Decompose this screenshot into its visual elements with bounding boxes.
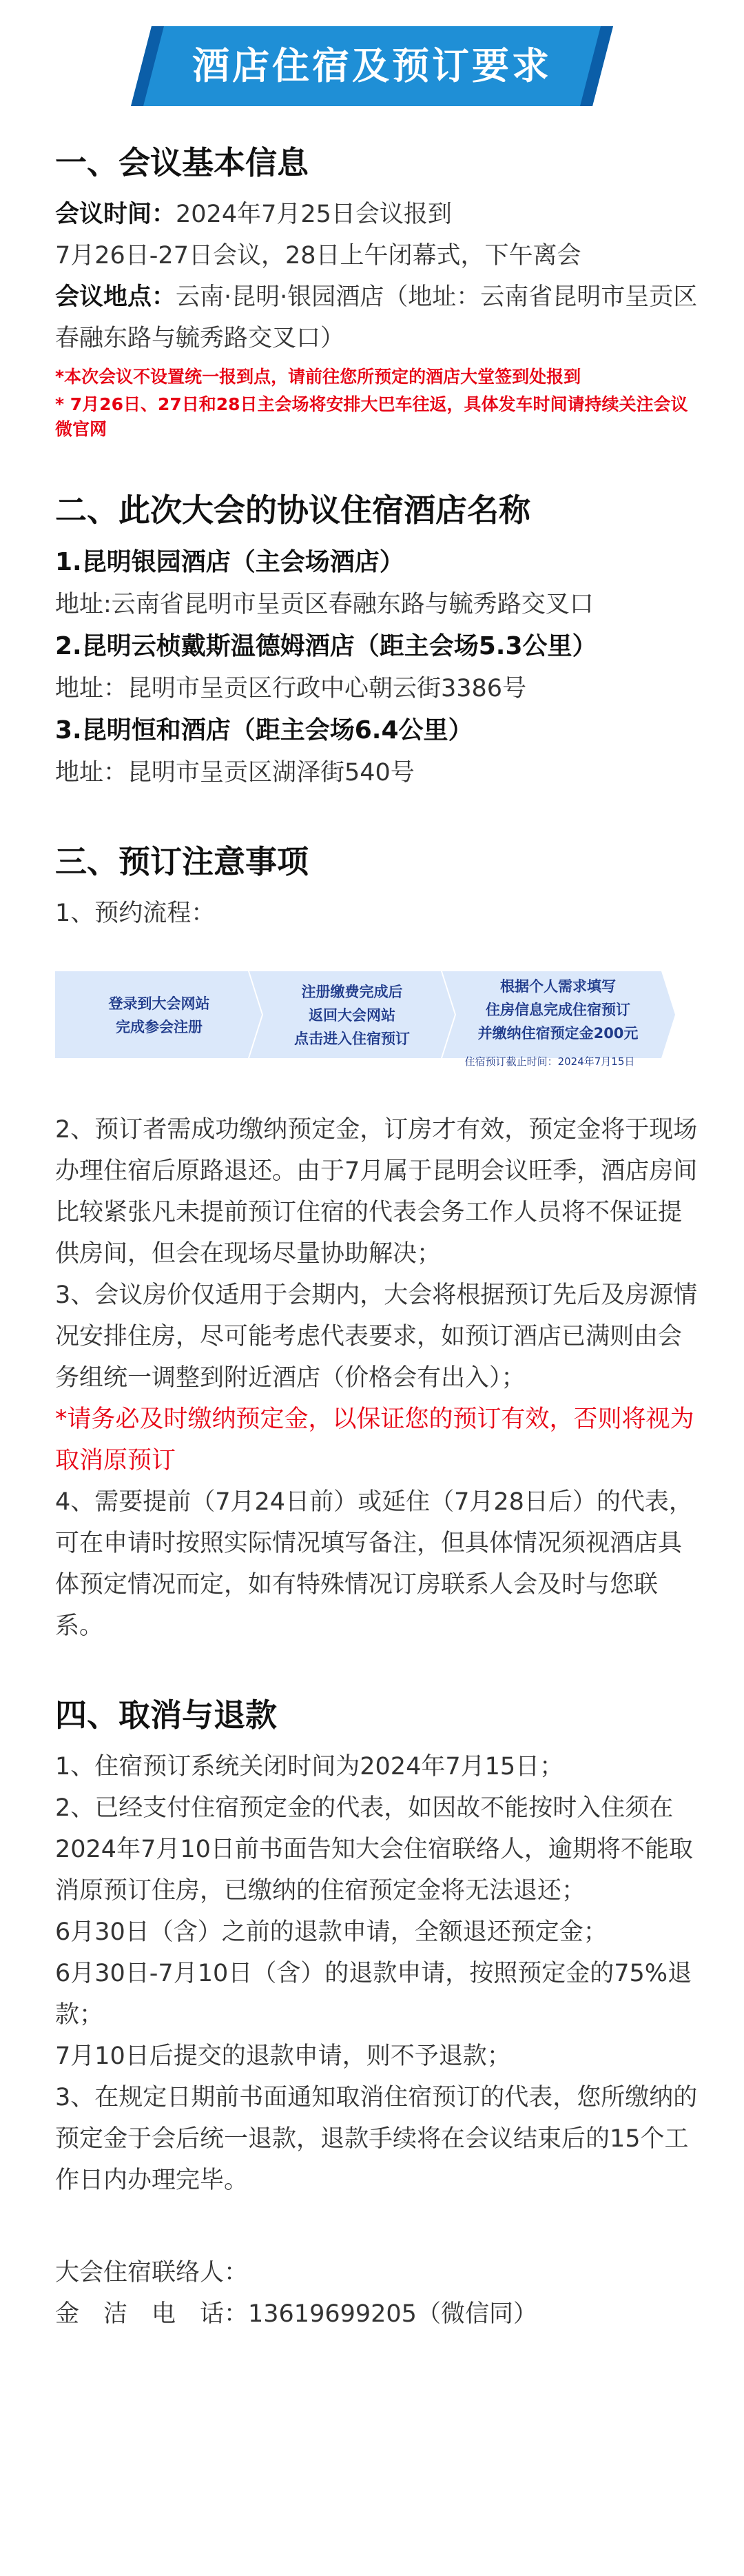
meeting-time xyxy=(55,194,703,235)
flow-step-line: 完成参会注册 xyxy=(116,1019,203,1035)
meeting-venue xyxy=(55,276,703,359)
refund-paragraph: 6月30日（含）之前的退款申请，全额退还预定金； xyxy=(55,1918,608,1946)
meeting-time-label: 会议时间： xyxy=(55,201,176,228)
refund-paragraph: 6月30日-7月10日（含）的退款申请，按照预定金的75%退款； xyxy=(55,1960,692,2029)
booking-flow-label: 1、预约流程： xyxy=(55,900,216,927)
hotel-name: 3.昆明恒和酒店（距主会场6.4公里） xyxy=(55,716,473,744)
flow-step-line: 根据个人需求填写 xyxy=(500,978,616,995)
section-heading-hotels: 二、此次大会的协议住宿酒店名称 xyxy=(55,491,530,529)
notice-checkin: *本次会议不设置统一报到点，请前往您所预定的酒店大堂签到处报到 xyxy=(55,367,581,387)
refund-paragraph: 3、在规定日期前书面通知取消住宿预订的代表，您所缴纳的预定金于会后统一退款，退款手续将在会议结束后的15个工作日内办理完毕。 xyxy=(55,2084,698,2194)
flow-step-line: 并缴纳住宿预定金200元 xyxy=(477,1025,639,1042)
section-heading-basic-info: 一、会议基本信息 xyxy=(55,144,309,181)
booking-deadline-note: 住宿预订截止时间：2024年7月15日 xyxy=(464,1055,635,1068)
hotel-address: 地址：昆明市呈贡区行政中心朝云街3386号 xyxy=(55,675,527,702)
flow-step-line: 登录到大会网站 xyxy=(108,995,210,1012)
early-late-stay-paragraph: 4、需要提前（7月24日前）或延住（7月28日后）的代表，可在申请时按照实际情况填写备注，但具体情况须视酒店具体预定情况而定，如有特殊情况订房联系人会及时与您联系。 xyxy=(55,1488,693,1640)
deposit-warning: *请务必及时缴纳预定金，以保证您的预订有效，否则将视为取消原预订 xyxy=(55,1406,694,1474)
section-heading-booking-notes: 三、预订注意事项 xyxy=(55,843,309,880)
hotel-name: 2.昆明云桢戴斯温德姆酒店（距主会场5.3公里） xyxy=(55,632,597,660)
main-content xyxy=(55,141,703,2335)
flow-step-line: 点击进入住宿预订 xyxy=(294,1031,410,1047)
flow-step-register xyxy=(69,973,249,1058)
hotel-address: 地址：昆明市呈贡区湖泽街540号 xyxy=(55,759,415,787)
section-heading-refund: 四、取消与退款 xyxy=(55,1696,277,1734)
meeting-venue-label: 会议地点： xyxy=(55,283,176,311)
page-title: 酒店住宿及预订要求 xyxy=(192,44,552,88)
hotel-address: 地址:云南省昆明市呈贡区春融东路与毓秀路交叉口 xyxy=(55,591,594,618)
refund-paragraph: 7月10日后提交的退款申请，则不予退款； xyxy=(55,2042,511,2070)
refund-paragraph: 1、住宿预订系统关闭时间为2024年7月15日； xyxy=(55,1753,564,1781)
contact-phone: 金 洁 电 话：13619699205（微信同） xyxy=(55,2300,537,2328)
flow-step-pay-deposit xyxy=(455,967,661,1053)
booking-flow-diagram xyxy=(55,951,703,1088)
refund-paragraph: 2、已经支付住宿预定金的代表，如因故不能按时入住须在2024年7月10日前书面告知大会住宿联络人，逾期将不能取消原预订住房，已缴纳的住宿预定金将无法退还； xyxy=(55,1794,693,1905)
meeting-schedule: 7月26日-27日会议，28日上午闭幕式，下午离会 xyxy=(55,242,581,270)
meeting-venue-value: 云南·昆明·银园酒店（地址：云南省昆明市呈贡区春融东路与毓秀路交叉口） xyxy=(55,283,698,352)
room-rate-paragraph: 3、会议房价仅适用于会期内，大会将根据预订先后及房源情况安排住房，尽可能考虑代表要求，如预订酒店已满则由会务组统一调整到附近酒店（价格会有出入）； xyxy=(55,1281,698,1392)
flow-step-enter-booking xyxy=(262,973,442,1058)
contact-title: 大会住宿联络人： xyxy=(55,2259,249,2286)
flow-step-line: 注册缴费完成后 xyxy=(301,984,403,1000)
hotel-name: 1.昆明银园酒店（主会场酒店） xyxy=(55,548,404,576)
flow-step-line: 住房信息完成住宿预订 xyxy=(486,1002,630,1018)
meeting-time-value: 2024年7月25日会议报到 xyxy=(176,201,452,228)
flow-step-line: 返回大会网站 xyxy=(309,1007,395,1024)
deposit-paragraph: 2、预订者需成功缴纳预定金，订房才有效，预定金将于现场办理住宿后原路退还。由于7月属于昆明会议旺季，酒店房间比较紧张凡未提前预订住宿的代表会务工作人员将不保证提供房间，但会在现场尽量协助解决； xyxy=(55,1116,698,1268)
title-banner xyxy=(131,26,613,106)
notice-shuttle-bus: * 7月26日、27日和28日主会场将安排大巴车往返，具体发车时间请持续关注会议微官网 xyxy=(55,394,688,439)
